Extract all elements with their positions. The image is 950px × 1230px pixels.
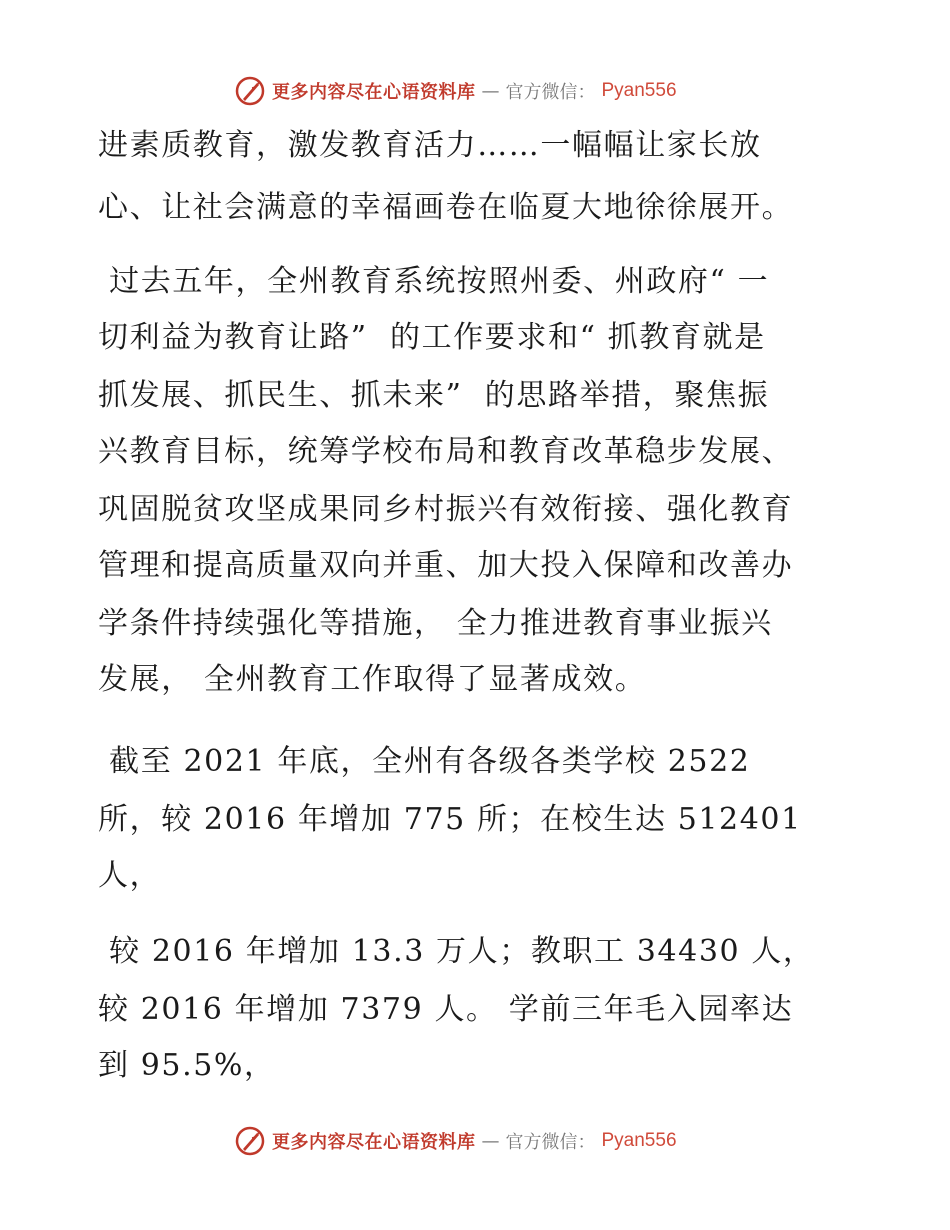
- quill-logo-icon: [234, 1125, 266, 1157]
- text-line: 切利益为教育让路” 的工作要求和“ 抓教育就是: [98, 320, 766, 355]
- text-line: 心、让社会满意的幸福画卷在临夏大地徐徐展开。: [98, 190, 794, 225]
- watermark-brand-text: 更多内容尽在心语资料库: [272, 82, 476, 103]
- text-line: 人，: [98, 858, 162, 893]
- text-line: 进素质教育，激发教育活力……一幅幅让家长放: [98, 128, 762, 163]
- watermark-wechat-id: Pyan556: [601, 1130, 677, 1151]
- text-line: 较 2016 年增加 13.3 万人；教职工 34430 人，: [98, 934, 815, 969]
- footer-watermark: [234, 1124, 677, 1158]
- text-line: 发展， 全州教育工作取得了显著成效。: [98, 662, 647, 697]
- text-line: 学条件持续强化等措施， 全力推进教育事业振兴: [98, 606, 773, 641]
- watermark-wechat-id: Pyan556: [601, 80, 677, 101]
- text-line: 巩固脱贫攻坚成果同乡村振兴有效衔接、强化教育: [98, 492, 794, 527]
- text-line: 所，较 2016 年增加 775 所；在校生达 512401: [98, 802, 802, 837]
- text-line: 管理和提高质量双向并重、加大投入保障和改善办: [98, 548, 794, 583]
- text-line: 较 2016 年增加 7379 人。 学前三年毛入园率达: [98, 992, 794, 1027]
- watermark-brand-text: 更多内容尽在心语资料库: [272, 1132, 476, 1153]
- header-watermark: [234, 74, 677, 108]
- text-line: 兴教育目标，统筹学校布局和教育改革稳步发展、: [98, 434, 794, 469]
- watermark-official-label: 官方微信：: [505, 1132, 596, 1153]
- text-line: 过去五年，全州教育系统按照州委、州政府“ 一: [98, 264, 770, 299]
- text-line: 截至 2021 年底，全州有各级各类学校 2522: [98, 744, 751, 779]
- text-line: 抓发展、抓民生、抓未来” 的思路举措，聚焦振: [98, 378, 770, 413]
- watermark-separator: —: [481, 1130, 500, 1152]
- watermark-separator: —: [481, 80, 500, 102]
- quill-logo-icon: [234, 75, 266, 107]
- text-line: 到 95.5%，: [98, 1048, 276, 1083]
- watermark-official-label: 官方微信：: [505, 82, 596, 103]
